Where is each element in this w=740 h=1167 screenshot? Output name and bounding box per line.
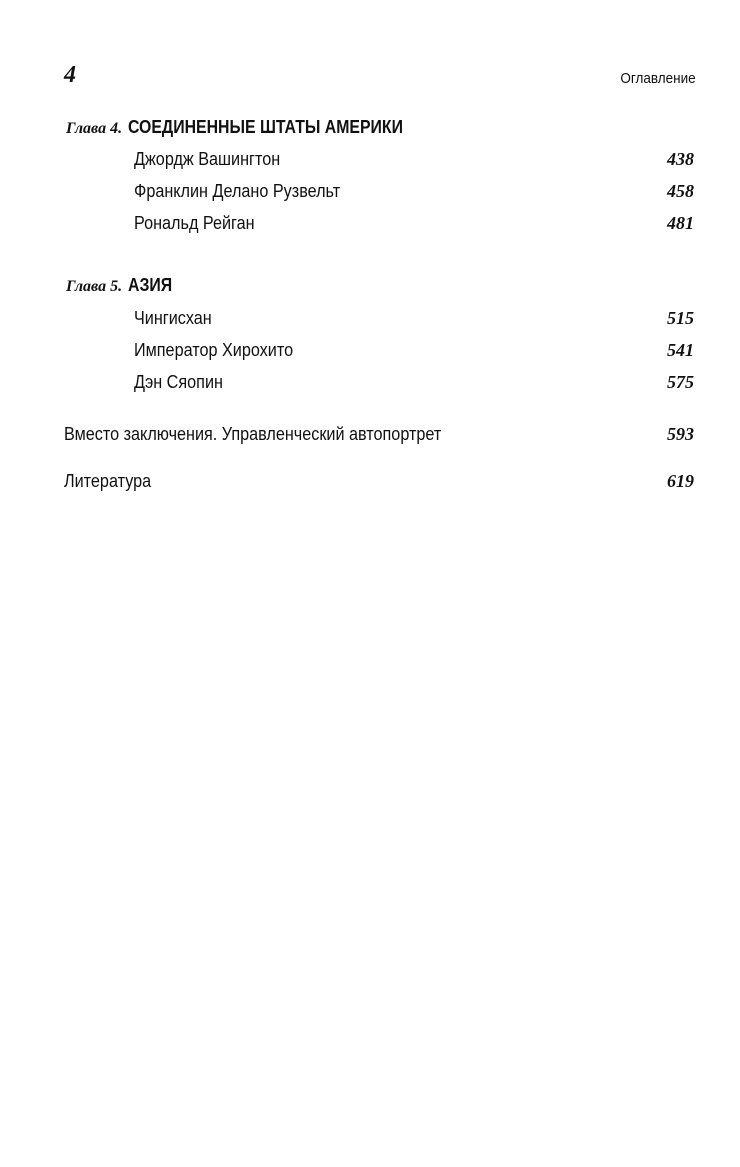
- running-head: Оглавление: [620, 70, 696, 87]
- toc-entry-title: Джордж Вашингтон: [134, 149, 281, 169]
- toc-entry-page: 593: [667, 424, 694, 444]
- toc-entry-title: Рональд Рейган: [134, 213, 255, 233]
- toc-entry: [64, 424, 483, 445]
- toc-entry-page: 438: [667, 149, 694, 169]
- toc-entry-page: 619: [667, 471, 694, 491]
- toc-entry: [134, 181, 363, 202]
- toc-entry-title: Литература: [64, 471, 152, 491]
- toc-entry-title: Вместо заключения. Управленческий автопортрет: [64, 424, 442, 444]
- toc-entry-page: 481: [667, 213, 694, 233]
- chapter-prefix: Глава 4.: [66, 120, 123, 137]
- chapter-title: АЗИЯ: [128, 275, 173, 295]
- toc-entry: [134, 372, 233, 393]
- chapter-heading: [66, 275, 178, 296]
- page-number: 4: [64, 62, 76, 88]
- toc-entry: [134, 340, 311, 361]
- chapter-heading: [66, 117, 441, 138]
- toc-entry-title: Чингисхан: [134, 308, 212, 328]
- toc-entry: [134, 149, 296, 170]
- toc-entry: [64, 471, 161, 492]
- toc-entry-title: Император Хирохито: [134, 340, 294, 360]
- chapter-title: СОЕДИНЕННЫЕ ШТАТЫ АМЕРИКИ: [128, 117, 404, 137]
- toc-entry: [134, 213, 268, 234]
- toc-entry-title: Франклин Делано Рузвельт: [134, 181, 341, 201]
- toc-entry-title: Дэн Сяопин: [134, 372, 223, 392]
- toc-entry-page: 515: [667, 308, 694, 328]
- toc-entry-page: 458: [667, 181, 694, 201]
- chapter-prefix: Глава 5.: [66, 278, 123, 295]
- toc-entry-page: 575: [667, 372, 694, 392]
- toc-entry: [134, 308, 220, 329]
- toc-entry-page: 541: [667, 340, 694, 360]
